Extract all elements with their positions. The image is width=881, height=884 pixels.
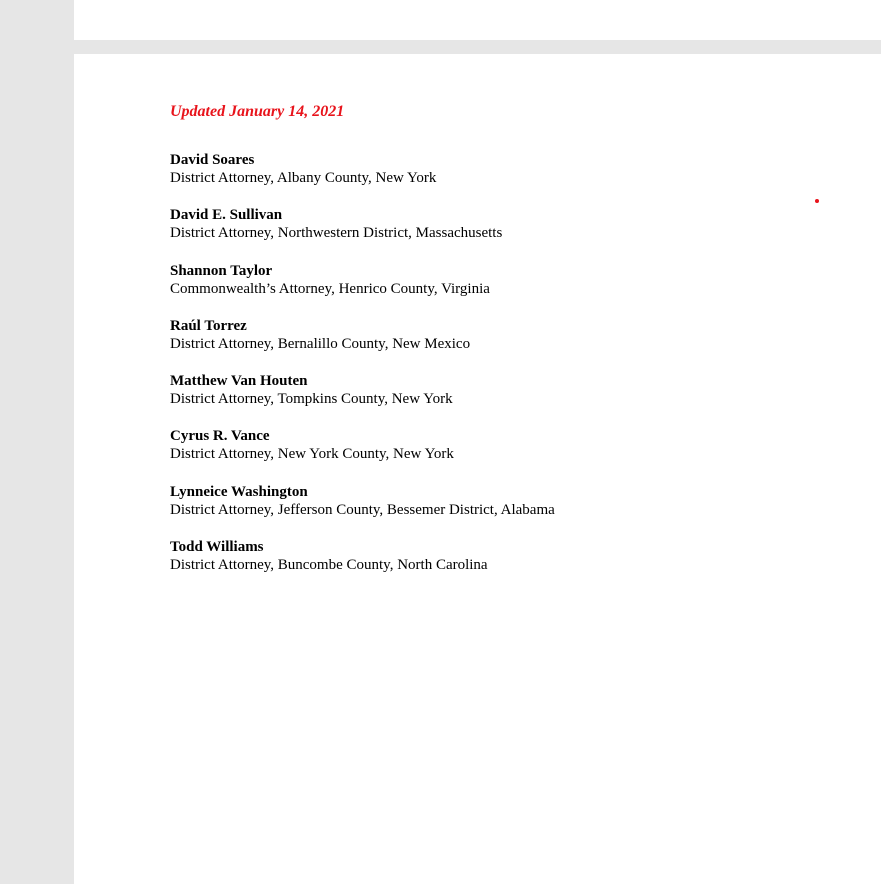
signatory-entry [170,262,555,317]
signatory-name: Lynneice Washington [170,483,308,500]
signatory-name: Todd Williams [170,539,264,556]
signatory-title: District Attorney, Bernalillo County, New Mexico [170,335,471,352]
signatory-name: Raúl Torrez [170,317,247,334]
signatory-entry [170,372,555,427]
signatory-title: District Attorney, Tompkins County, New York [170,391,453,408]
annotation-dot [815,199,819,203]
previous-page [74,0,881,40]
signatory-name: David Soares [170,152,255,168]
signatory-entry [170,317,555,372]
signatory-name: Shannon Taylor [170,262,273,279]
signatory-entry [170,483,555,538]
signatory-title: District Attorney, Jefferson County, Bessemer District, Alabama [170,501,555,518]
signatory-list [170,151,555,593]
signatory-name: David E. Sullivan [170,207,283,224]
signatory-entry [170,206,555,261]
signatory-entry [170,427,555,482]
signatory-name: Matthew Van Houten [170,373,308,390]
updated-date: Updated January 14, 2021 [170,103,345,120]
signatory-title: District Attorney, Buncombe County, North Carolina [170,557,488,574]
signatory-title: District Attorney, New York County, New York [170,446,454,463]
signatory-title: District Attorney, Albany County, New York [170,170,437,186]
signatory-entry [170,538,555,593]
signatory-entry [170,151,555,206]
signatory-name: Cyrus R. Vance [170,428,270,445]
document-page [74,54,881,884]
signatory-title: District Attorney, Northwestern District, Massachusetts [170,225,503,242]
signatory-title: Commonwealth’s Attorney, Henrico County, Virginia [170,280,490,297]
